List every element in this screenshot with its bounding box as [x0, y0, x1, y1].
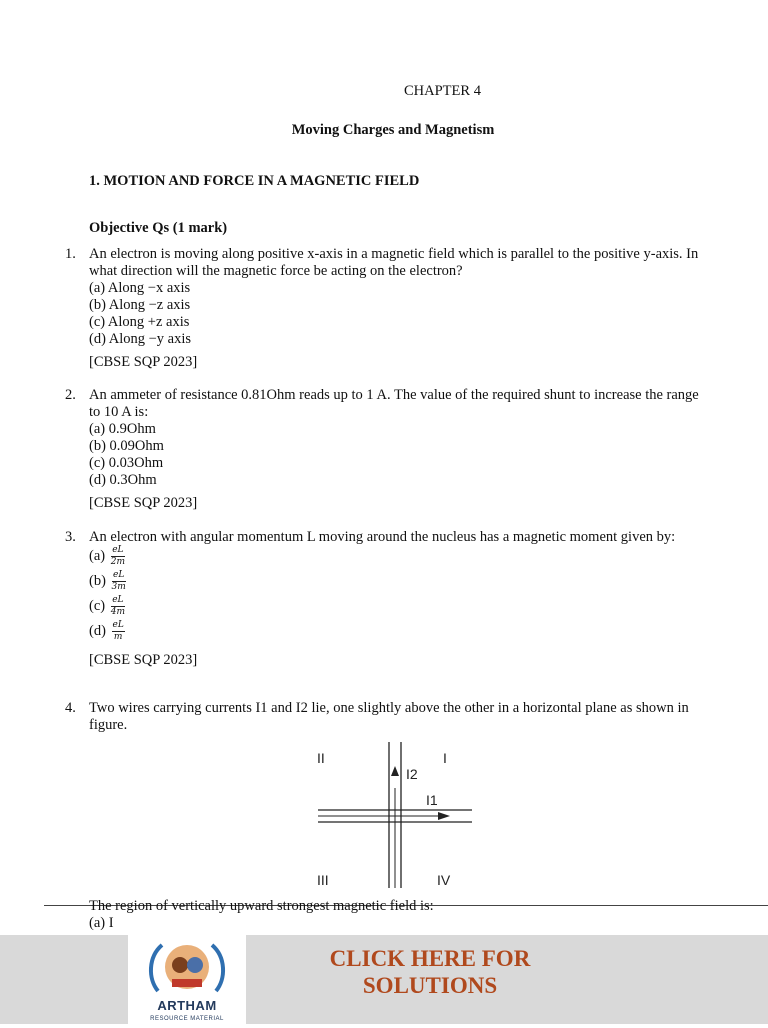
denominator: m: [113, 632, 123, 642]
numerator: eL: [112, 545, 124, 555]
denominator: 2m: [110, 557, 125, 567]
cta-line-1[interactable]: CLICK HERE FOR: [329, 946, 531, 971]
fraction: [112, 571, 126, 592]
option-label: (c): [89, 597, 106, 614]
option-b: (b) 0.09Ohm: [89, 438, 164, 454]
option-label: (b): [89, 572, 106, 589]
region-label-3: III: [317, 872, 329, 888]
question-1: [65, 246, 701, 371]
option-d: (d) Along −y axis: [89, 331, 192, 347]
question-4: [65, 700, 701, 734]
section-heading: 1. MOTION AND FORCE IN A MAGNETIC FIELD: [89, 173, 420, 189]
wires-diagram: [300, 738, 480, 890]
region-label-2: II: [317, 750, 325, 766]
option-a: [89, 546, 701, 571]
option-c: (c) Along +z axis: [89, 314, 190, 330]
current-label-i2: I2: [406, 766, 418, 782]
question-number: 1.: [65, 246, 76, 262]
numerator: eL: [112, 620, 124, 630]
fraction: [111, 596, 125, 617]
question-text: An electron with angular momentum L moving around the nucleus has a magnetic moment given by:: [89, 529, 676, 545]
page-title: Moving Charges and Magnetism: [291, 122, 495, 138]
question-4-continued: [89, 898, 701, 932]
question-source: [CBSE SQP 2023]: [89, 652, 198, 668]
numerator: eL: [112, 595, 124, 605]
question-text: An electron is moving along positive x-axis in a magnetic field which is parallel to the positive y-axis. In what direction will the magnetic force be acting on the electron?: [89, 246, 699, 279]
region-label-1: I: [443, 750, 447, 766]
option-b: [89, 571, 701, 596]
artham-logo: [128, 935, 246, 1024]
option-b: (b) Along −z axis: [89, 297, 191, 313]
option-a: (a) 0.9Ohm: [89, 421, 156, 437]
option-label: (a): [89, 547, 106, 564]
question-text: Two wires carrying currents I1 and I2 lie, one slightly above the other in a horizontal plane as shown in figure.: [89, 700, 689, 733]
option-d: [89, 621, 701, 646]
question-number: 4.: [65, 700, 76, 716]
option-a: (a) I: [89, 915, 114, 931]
question-2: [65, 387, 701, 512]
question-text: An ammeter of resistance 0.81Ohm reads up to 1 A. The value of the required shunt to increase the range to 10 A is:: [89, 387, 699, 420]
denominator: 3m: [111, 582, 126, 592]
numerator: eL: [113, 570, 125, 580]
laurel-logo-icon: [128, 935, 246, 999]
current-label-i1: I1: [426, 792, 438, 808]
chapter-label: CHAPTER 4: [404, 83, 481, 99]
fraction: [112, 621, 125, 642]
crossed-wires-figure: [300, 738, 480, 895]
option-label: (d): [89, 622, 106, 639]
arrow-up-icon: [391, 766, 399, 776]
option-d: (d) 0.3Ohm: [89, 472, 157, 488]
option-c: [89, 596, 701, 621]
arrow-right-icon: [438, 812, 450, 820]
logo-subtitle: RESOURCE MATERIAL: [150, 1016, 224, 1022]
click-here-button[interactable]: [296, 945, 564, 999]
question-number: 3.: [65, 529, 76, 545]
subsection-heading: Objective Qs (1 mark): [89, 220, 228, 236]
question-number: 2.: [65, 387, 76, 403]
question-source: [CBSE SQP 2023]: [89, 495, 198, 511]
logo-name: ARTHAM: [157, 998, 217, 1013]
fraction: [111, 546, 125, 567]
option-a: (a) Along −x axis: [89, 280, 191, 296]
cta-line-2[interactable]: SOLUTIONS: [362, 973, 498, 998]
question-source: [CBSE SQP 2023]: [89, 354, 198, 370]
region-label-4: IV: [437, 872, 451, 888]
question-3: [65, 529, 701, 669]
denominator: 4m: [110, 607, 125, 617]
option-c: (c) 0.03Ohm: [89, 455, 164, 471]
question-prompt: The region of vertically upward strongest magnetic field is:: [89, 898, 434, 914]
